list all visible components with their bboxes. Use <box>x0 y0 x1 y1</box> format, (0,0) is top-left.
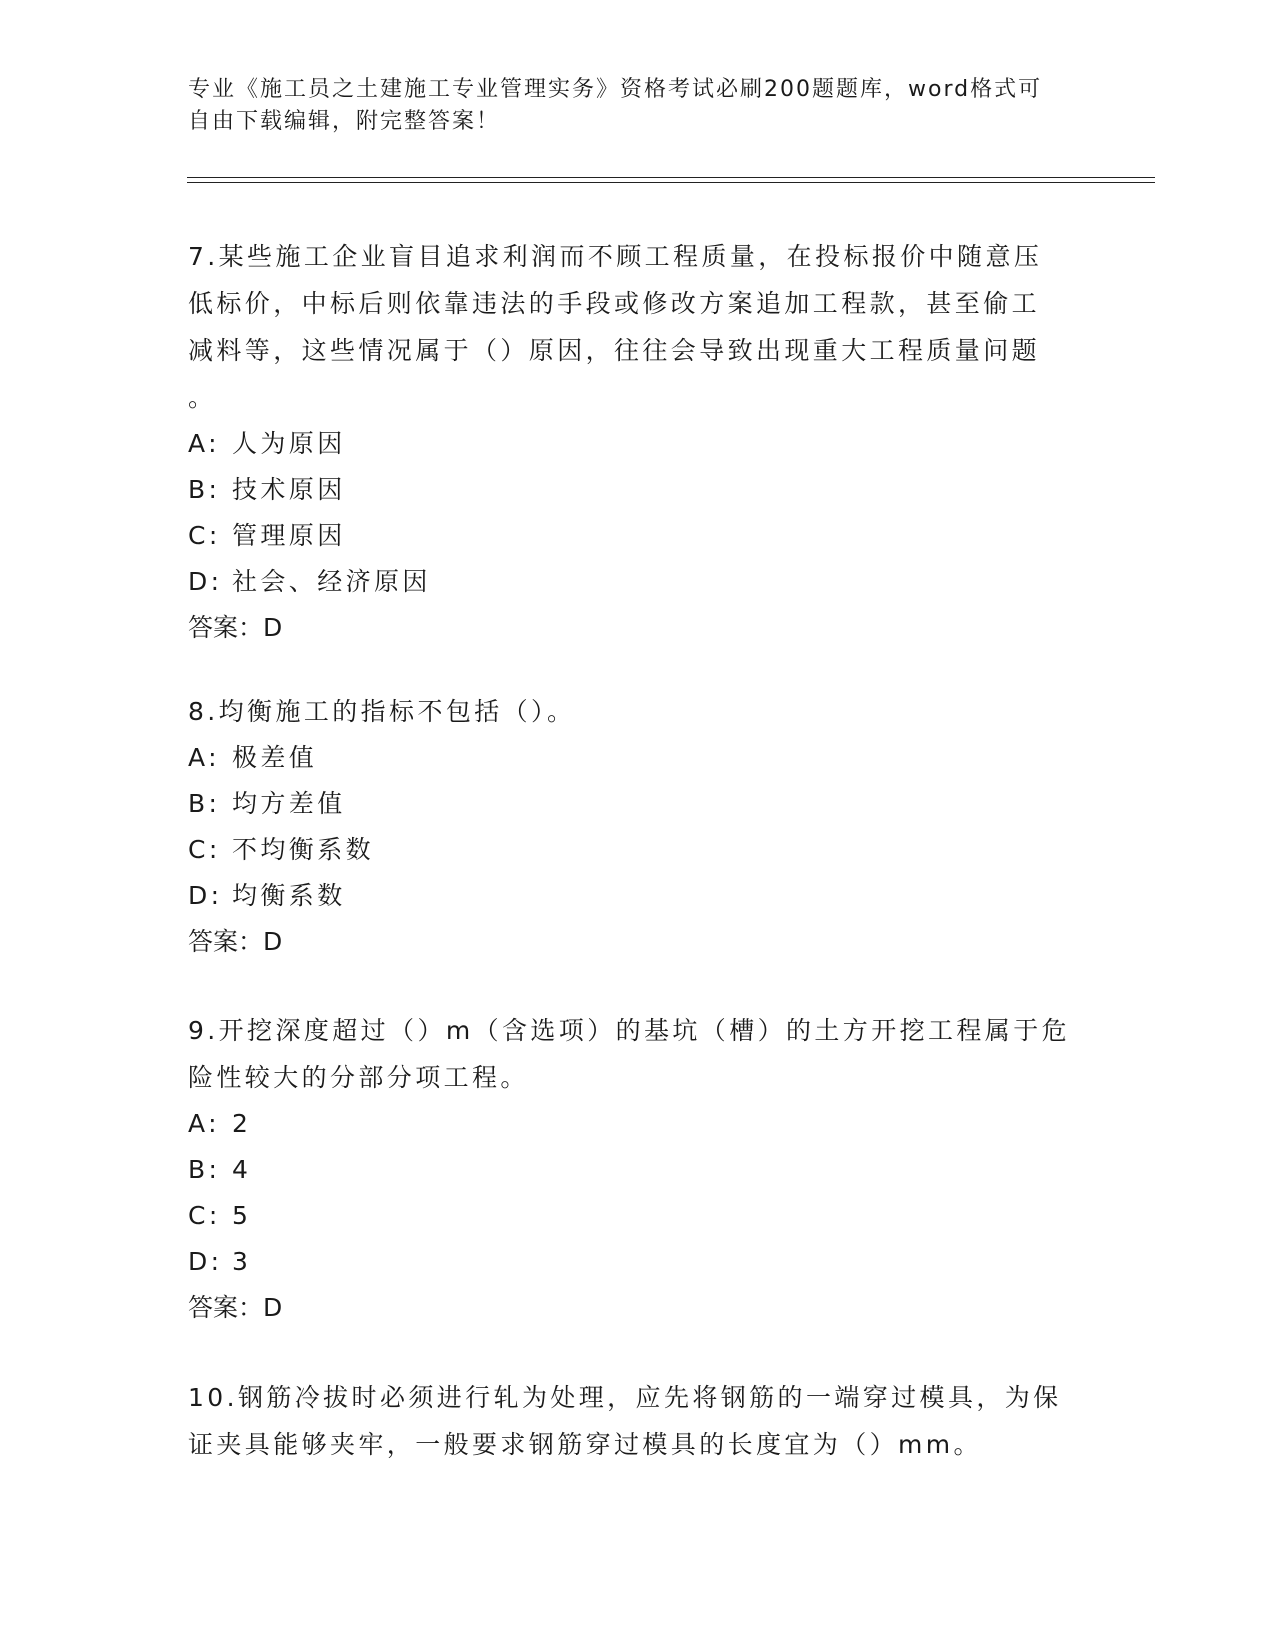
question-line: 8.均衡施工的指标不包括（）。 <box>188 697 576 726</box>
question-text <box>188 1374 1088 1468</box>
option-key: D: <box>188 1247 223 1276</box>
question-text <box>188 233 1088 421</box>
option-d <box>188 1239 1088 1285</box>
option-text: 人为原因 <box>232 429 346 458</box>
option-c <box>188 1193 1088 1239</box>
answer: 答案：D <box>188 613 283 642</box>
question-line: 证夹具能够夹牢，一般要求钢筋穿过模具的长度宜为（）mm。 <box>188 1430 982 1459</box>
option-text: 不均衡系数 <box>232 835 375 864</box>
answer: 答案：D <box>188 1293 283 1322</box>
option-c <box>188 827 1088 873</box>
option-key: A: <box>188 743 220 772</box>
option-key: C: <box>188 835 221 864</box>
option-key: C: <box>188 1201 221 1230</box>
option-key: D: <box>188 567 223 596</box>
option-b <box>188 467 1088 513</box>
option-key: A: <box>188 429 220 458</box>
option-text: 均方差值 <box>232 789 346 818</box>
question-line: 7.某些施工企业盲目追求利润而不顾工程质量，在投标报价中随意压 <box>188 242 1043 271</box>
option-text: 4 <box>232 1155 252 1184</box>
question-7 <box>188 233 1088 651</box>
answer: 答案：D <box>188 927 283 956</box>
header-line-1: 专业《施工员之土建施工专业管理实务》资格考试必刷200题题库，word格式可 <box>188 77 1043 102</box>
option-key: B: <box>188 475 221 504</box>
option-a <box>188 421 1088 467</box>
option-d <box>188 873 1088 919</box>
question-line: 减料等，这些情况属于（）原因，往往会导致出现重大工程质量问题 <box>188 336 1041 365</box>
document-header <box>188 74 1088 138</box>
header-divider-bottom <box>187 182 1155 183</box>
option-text: 技术原因 <box>232 475 346 504</box>
option-text: 管理原因 <box>232 521 346 550</box>
option-c <box>188 513 1088 559</box>
question-9 <box>188 1007 1088 1331</box>
question-10 <box>188 1374 1088 1468</box>
option-text: 极差值 <box>232 743 318 772</box>
option-key: B: <box>188 789 221 818</box>
option-b <box>188 781 1088 827</box>
question-line: 险性较大的分部分项工程。 <box>188 1063 529 1092</box>
option-a <box>188 735 1088 781</box>
option-key: A: <box>188 1109 220 1138</box>
question-text <box>188 688 1088 735</box>
question-line: 10.钢筋冷拔时必须进行轧为处理，应先将钢筋的一端穿过模具，为保 <box>188 1383 1062 1412</box>
question-line: 低标价，中标后则依靠违法的手段或修改方案追加工程款，甚至偷工 <box>188 289 1041 318</box>
header-divider-top <box>187 177 1155 178</box>
question-line: 。 <box>188 383 217 412</box>
option-text: 3 <box>232 1247 252 1276</box>
header-line-2: 自由下载编辑，附完整答案！ <box>188 109 501 134</box>
option-text: 社会、经济原因 <box>232 567 431 596</box>
option-text: 5 <box>232 1201 252 1230</box>
option-d <box>188 559 1088 605</box>
option-b <box>188 1147 1088 1193</box>
question-8 <box>188 688 1088 965</box>
option-key: C: <box>188 521 221 550</box>
question-text <box>188 1007 1088 1101</box>
option-key: D: <box>188 881 223 910</box>
question-line: 9.开挖深度超过（）m（含选项）的基坑（槽）的土方开挖工程属于危 <box>188 1016 1071 1045</box>
option-a <box>188 1101 1088 1147</box>
option-text: 均衡系数 <box>232 881 346 910</box>
option-text: 2 <box>232 1109 252 1138</box>
option-key: B: <box>188 1155 221 1184</box>
